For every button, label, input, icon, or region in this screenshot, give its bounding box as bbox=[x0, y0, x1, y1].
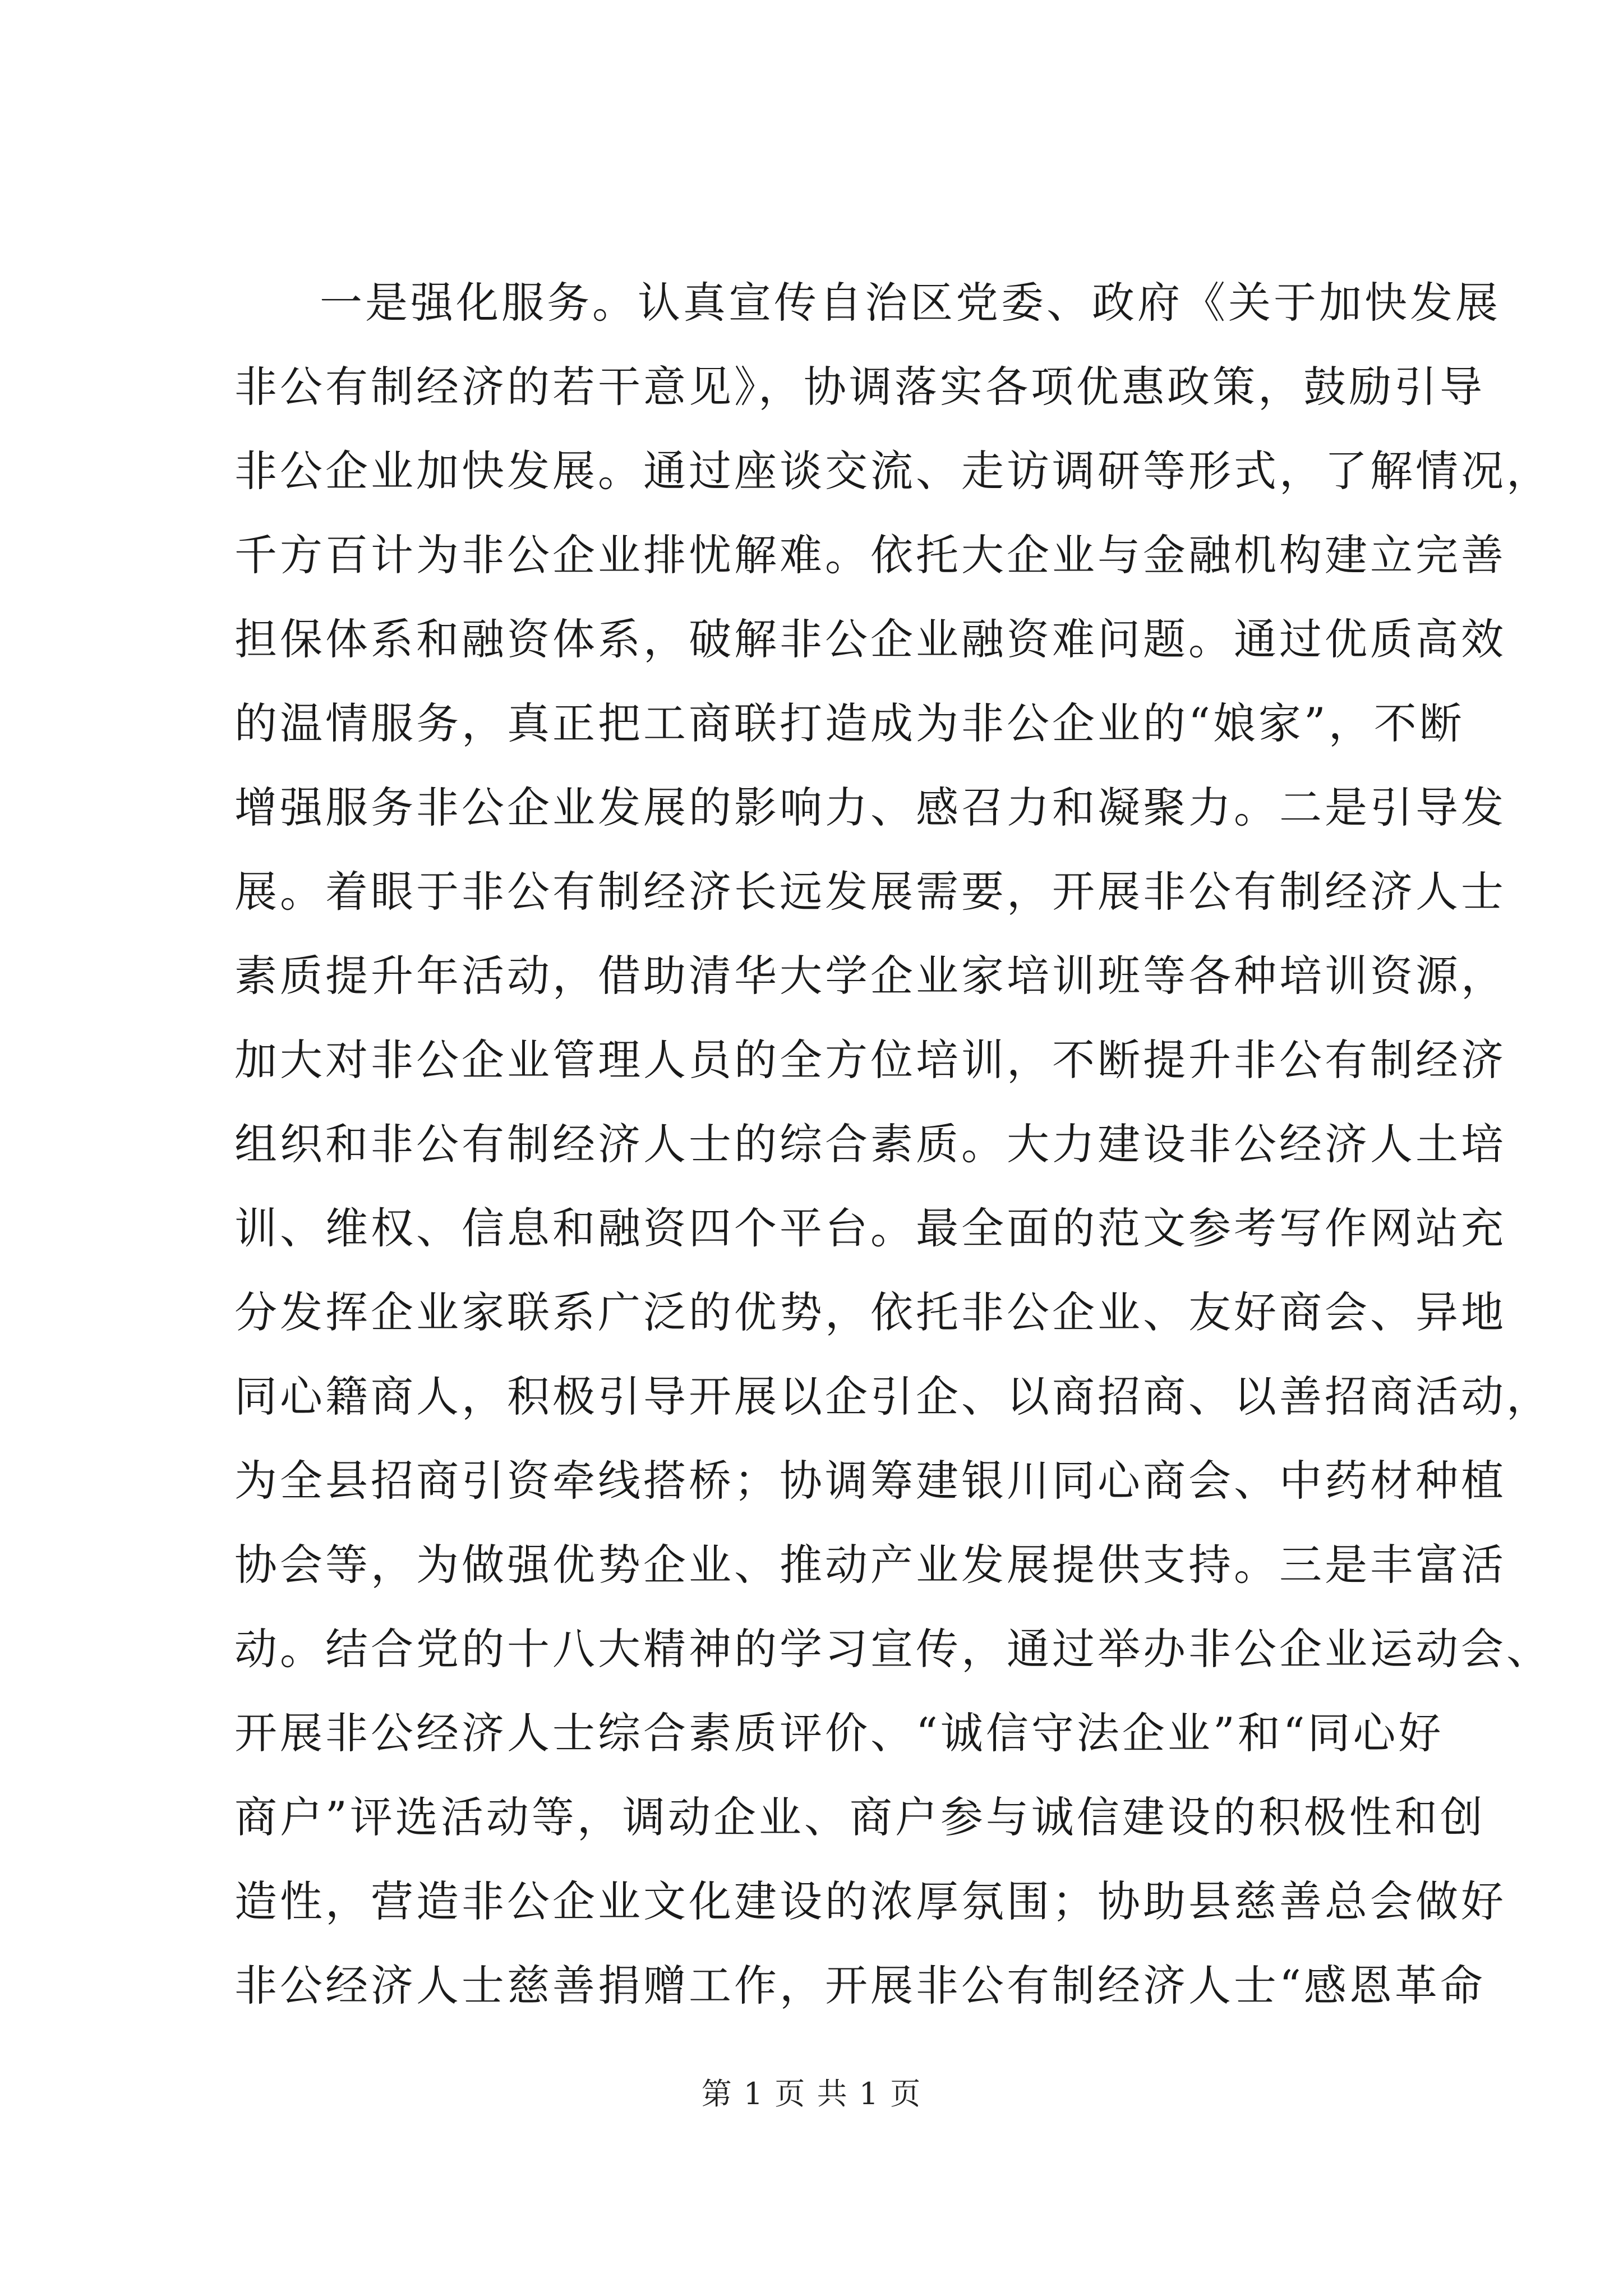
paragraph-line: 造性，营造非公企业文化建设的浓厚氛围；协助县慈善总会做好 bbox=[234, 1876, 1506, 1926]
paragraph-line: 加大对非公企业管理人员的全方位培训，不断提升非公有制经济 bbox=[234, 1035, 1506, 1085]
paragraph-line: 训、维权、信息和融资四个平台。最全面的范文参考写作网站充 bbox=[234, 1203, 1506, 1253]
paragraph-line: 素质提升年活动，借助清华大学企业家培训班等各种培训资源， bbox=[234, 951, 1506, 1001]
paragraph-line: 增强服务非公企业发展的影响力、感召力和凝聚力。二是引导发 bbox=[234, 783, 1506, 832]
page-footer: 第 1 页 共 1 页 bbox=[701, 2076, 922, 2111]
paragraph-line: 展。着眼于非公有制经济长远发展需要，开展非公有制经济人士 bbox=[234, 867, 1506, 917]
paragraph-line: 担保体系和融资体系，破解非公企业融资难问题。通过优质高效 bbox=[234, 614, 1506, 664]
paragraph-line: 协会等，为做强优势企业、推动产业发展提供支持。三是丰富活 bbox=[234, 1540, 1506, 1590]
paragraph-line: 的温情服务，真正把工商联打造成为非公企业的“娘家”，不断 bbox=[234, 698, 1465, 748]
paragraph-line: 商户”评选活动等，调动企业、商户参与诚信建设的积极性和创 bbox=[234, 1792, 1486, 1842]
paragraph-line: 一是强化服务。认真宣传自治区党委、政府《关于加快发展 bbox=[320, 278, 1501, 328]
paragraph-line: 开展非公经济人士综合素质评价、“诚信守法企业”和“同心好 bbox=[234, 1708, 1444, 1758]
paragraph-line: 动。结合党的十八大精神的学习宣传，通过举办非公企业运动会、 bbox=[234, 1624, 1552, 1674]
paragraph-line: 非公有制经济的若干意见》，协调落实各项优惠政策，鼓励引导 bbox=[234, 362, 1485, 412]
paragraph-line: 同心籍商人，积极引导开展以企引企、以商招商、以善招商活动， bbox=[234, 1372, 1552, 1421]
paragraph-line: 非公经济人士慈善捐赠工作，开展非公有制经济人士“感恩革命 bbox=[234, 1961, 1486, 2010]
paragraph-line: 为全县招商引资牵线搭桥；协调筹建银川同心商会、中药材种植 bbox=[234, 1456, 1506, 1506]
paragraph-line: 分发挥企业家联系广泛的优势，依托非公企业、友好商会、异地 bbox=[234, 1287, 1506, 1337]
paragraph-line: 非公企业加快发展。通过座谈交流、走访调研等形式，了解情况， bbox=[234, 446, 1552, 496]
paragraph-line: 千方百计为非公企业排忧解难。依托大企业与金融机构建立完善 bbox=[234, 530, 1506, 580]
body-paragraph bbox=[234, 261, 1552, 2028]
paragraph-line: 组织和非公有制经济人士的综合素质。大力建设非公经济人土培 bbox=[234, 1119, 1506, 1169]
